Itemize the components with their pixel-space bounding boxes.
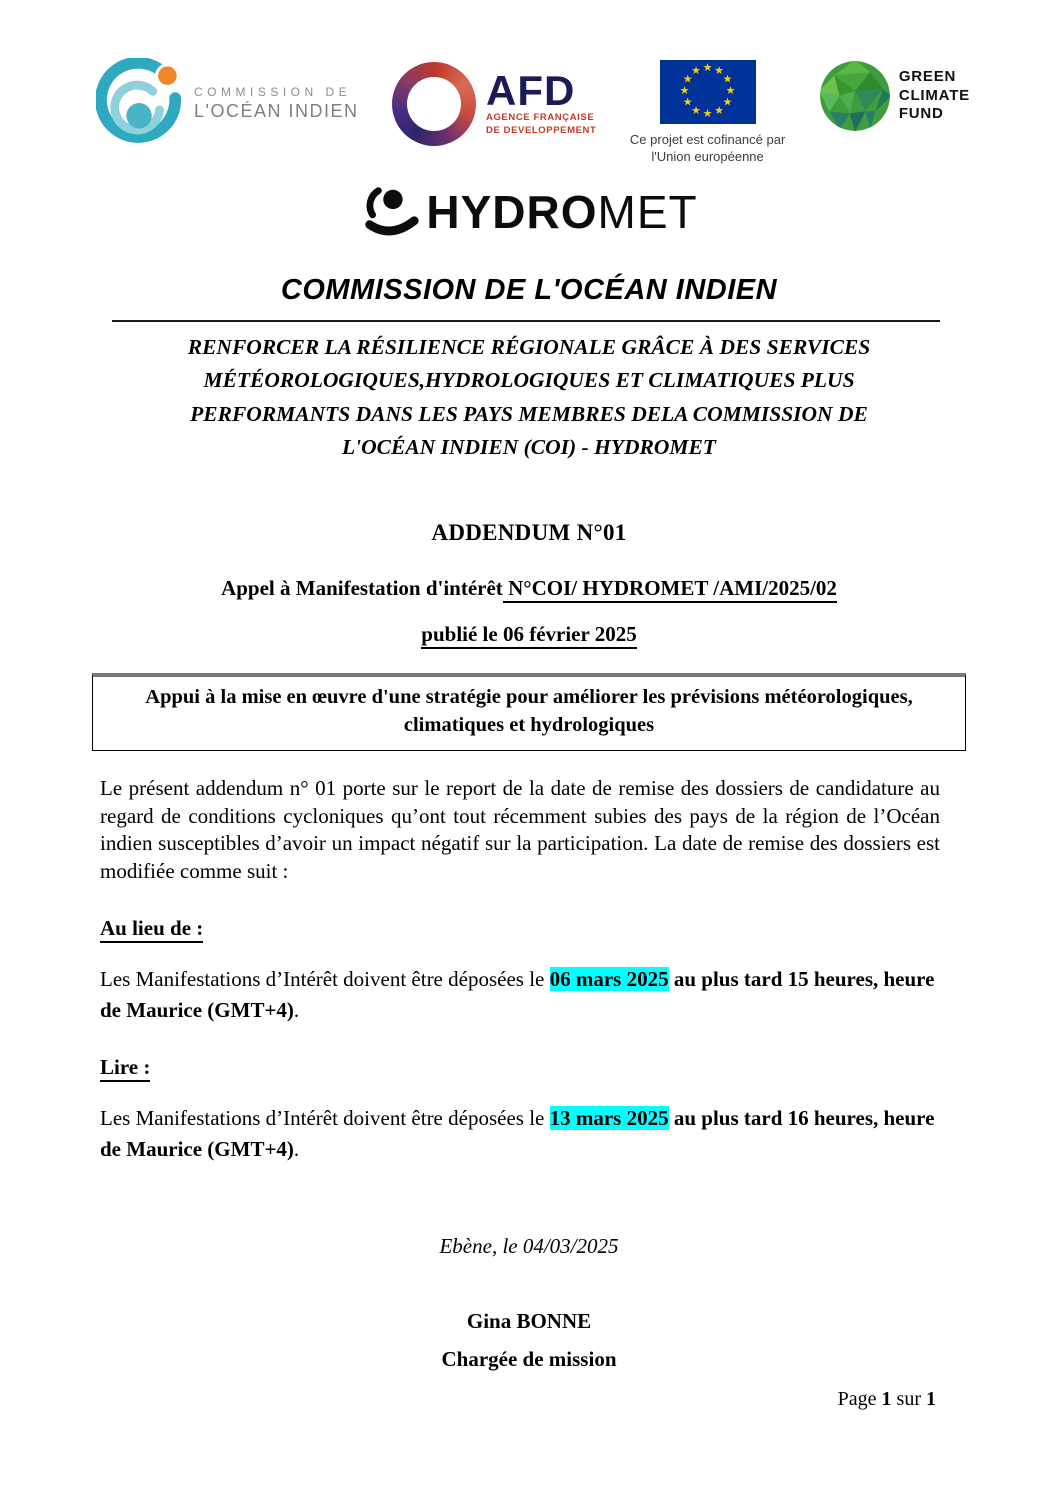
eu-star-icon: ★: [722, 95, 733, 109]
appel-prefix: Appel à Manifestation d'intérêt: [221, 576, 503, 601]
coi-text-line1: COMMISSION DE: [194, 85, 352, 100]
gcf-logo: [819, 60, 970, 132]
coi-logo: [96, 58, 358, 150]
au-lieu-de-label-line: [100, 916, 1058, 941]
eu-logo: [630, 60, 785, 166]
lire-label: Lire :: [100, 1055, 150, 1082]
old-deadline-sentence: [100, 964, 940, 1025]
hydromet-word-bold: HYDRO: [426, 186, 598, 238]
hydromet-person-wave-icon: [360, 184, 422, 240]
coi-logo-text: [194, 85, 358, 123]
lire-label-line: [100, 1055, 1058, 1080]
page-separator: sur: [891, 1388, 926, 1410]
afd-ring-icon: [392, 62, 476, 146]
eu-star-icon: ★: [682, 72, 693, 86]
afd-logo: [392, 62, 596, 146]
document-subtitle: [0, 331, 1058, 464]
title-divider: [112, 320, 940, 322]
subtitle-line: PERFORMANTS DANS LES PAYS MEMBRES DELA COMMISSION DE: [190, 401, 868, 426]
coi-text-line2: L'OCÉAN INDIEN: [194, 101, 359, 122]
eu-star-icon: ★: [682, 95, 693, 109]
appel-reference: N°COI/ HYDROMET /AMI/2025/02: [503, 576, 837, 603]
eu-star-icon: ★: [702, 61, 713, 74]
logo-row: [0, 0, 1058, 170]
new-deadline-sentence: [100, 1103, 940, 1164]
page-label-prefix: Page: [837, 1388, 882, 1410]
eu-caption-line2: l'Union européenne: [651, 148, 764, 164]
eu-caption-line1: Ce projet est cofinancé par: [629, 132, 786, 147]
eu-caption: [630, 132, 785, 166]
coi-swirl-icon: [96, 58, 184, 150]
subject-box: Appui à la mise en œuvre d'une stratégie pour améliorer les prévisions météorologiques, climatiques et hydrologiques: [92, 673, 966, 750]
subtitle-line: L'OCÉAN INDIEN (COI) - HYDROMET: [342, 434, 716, 459]
subtitle-line: MÉTÉOROLOGIQUES,HYDROLOGIQUES ET CLIMATIQUES PLUS: [203, 368, 855, 393]
eu-star-icon: ★: [714, 64, 725, 78]
subtitle-line: RENFORCER LA RÉSILIENCE RÉGIONALE GRÂCE À DES SERVICES: [187, 335, 871, 359]
afd-logo-text: [485, 67, 597, 138]
afd-name: AFD: [485, 67, 576, 115]
old-deadline-period: .: [293, 997, 300, 1022]
new-deadline-period: .: [293, 1136, 300, 1161]
addendum-paragraph: Le présent addendum n° 01 porte sur le report de la date de remise des dossiers de candidature au regard de conditions cycloniques qu’ont tout récemment subies des pays de la région de l’Océan indien susceptibles d’avoir un impact négatif sur la participation. La date de remise des dossiers est modifiée comme suit :: [100, 775, 940, 884]
addendum-heading: ADDENDUM N°01: [431, 520, 627, 546]
old-deadline-date-highlight: 06 mars 2025: [549, 967, 669, 992]
afd-subtitle-line2: DE DEVELOPPEMENT: [485, 125, 597, 136]
appel-line: [0, 576, 1058, 601]
hydromet-logo: [0, 184, 1058, 240]
eu-star-icon: ★: [691, 103, 702, 117]
au-lieu-de-label: Au lieu de :: [100, 916, 203, 943]
eu-flag-icon: [660, 60, 756, 124]
publication-date: publié le 06 février 2025: [421, 622, 636, 649]
signatory-title: Chargée de mission: [441, 1347, 617, 1372]
gcf-text-line3: FUND: [898, 105, 944, 123]
page-current: 1: [881, 1388, 892, 1410]
new-deadline-prefix: Les Manifestations d’Intérêt doivent être déposées le: [100, 1106, 550, 1131]
gcf-logo-text: [899, 68, 970, 124]
place-and-date: Ebène, le 04/03/2025: [439, 1234, 619, 1259]
eu-star-icon: ★: [722, 72, 733, 86]
new-deadline-suffix: au plus tard 16 heures, heure de Maurice (GMT+4): [100, 1106, 935, 1161]
eu-star-icon: ★: [691, 64, 702, 78]
hydromet-wordmark: [426, 186, 698, 238]
publication-date-line: [0, 622, 1058, 647]
eu-star-icon: ★: [714, 103, 725, 117]
old-deadline-prefix: Les Manifestations d’Intérêt doivent être déposées le: [100, 967, 550, 992]
new-deadline-date-highlight: 13 mars 2025: [549, 1106, 669, 1131]
gcf-text-line1: GREEN: [898, 67, 957, 85]
document-title: COMMISSION DE L'OCÉAN INDIEN: [280, 274, 778, 306]
old-deadline-suffix: au plus tard 15 heures, heure de Maurice (GMT+4): [100, 967, 935, 1022]
eu-star-icon: ★: [679, 84, 690, 97]
signatory-name: Gina BONNE: [466, 1309, 592, 1334]
page-total: 1: [926, 1388, 936, 1410]
page-number: [838, 1388, 936, 1411]
afd-subtitle-line1: AGENCE FRANÇAISE: [485, 112, 595, 124]
eu-star-icon: ★: [702, 107, 713, 120]
gcf-globe-icon: [819, 60, 891, 132]
eu-star-icon: ★: [725, 84, 736, 97]
gcf-text-line2: CLIMATE: [898, 86, 970, 104]
hydromet-word-regular: MET: [597, 186, 698, 238]
